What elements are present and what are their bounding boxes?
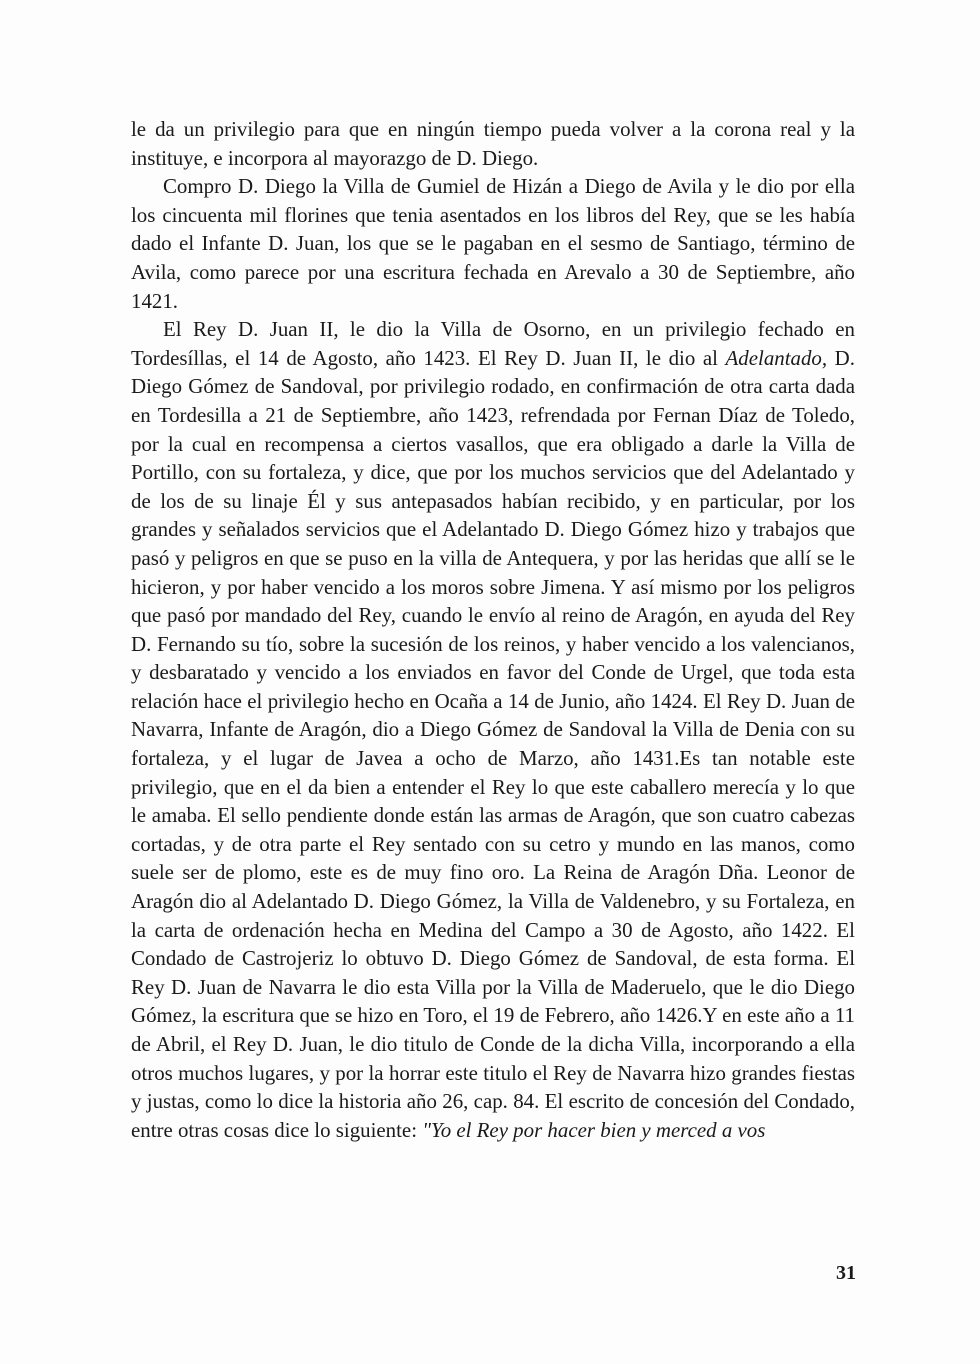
paragraph-3-text-a: El Rey D. Juan II, le dio la Villa de Osorno, en un privilegio fechado en Tordesíllas, el 14 de Agosto, año 1423. El Rey D. Juan II, le dio al (131, 317, 855, 370)
paragraph-2 (131, 172, 855, 315)
page-number: 31 (836, 1262, 856, 1284)
body-text (131, 115, 855, 1144)
paragraph-1 (131, 115, 855, 172)
paragraph-3 (131, 315, 855, 1144)
paragraph-3-text-b: D. Diego Gómez de Sandoval, por privilegio rodado, en confirmación de otra carta dada en Tordesilla a 21 de Septiembre, año 1423, refrendada por Fernan Díaz de Toledo, por la cual en recompensa a ciertos vasallos, que era obligado a darle la Villa de Portillo, con su fortaleza, y dice, que por los muchos servicios que del Adelantado y de los de su linaje Él y sus antepasados habían recibido, y en particular, por los grandes y señalados servicios que el Adelantado D. Diego Gómez hizo y trabajos que pasó y peligros en que se puso en la villa de Antequera, y por las heridas que allí se le hicieron, y por haber vencido a los moros sobre Jimena. Y así mismo por los peligros que pasó por mandado del Rey, cuando le envío al reino de Aragón, en ayuda del Rey D. Fernando su tío, sobre la sucesión de los reinos, y haber vencido a los valencianos, y desbaratado y vencido a los enviados en favor del Conde de Urgel, que toda esta relación hace el privilegio hecho en Ocaña a 14 de Junio, año 1424. El Rey D. Juan de Navarra, Infante de Aragón, dio a Diego Gómez de Sandoval la Villa de Denia con su fortaleza, y el lugar de Javea a ocho de Marzo, año 1431.Es tan notable este privilegio, que en el da bien a entender el Rey lo que este caballero merecía y lo que le amaba. El sello pendiente donde están las armas de Aragón, que son cuatro cabezas cortadas, y de otra parte el Rey sentado con su cetro y mundo en las manos, como suele ser de plomo, este es de muy fino oro. La Reina de Aragón Dña. Leonor de Aragón dio al Adelantado D. Diego Gómez, la Villa de Valdenebro, y su Fortaleza, en la carta de ordenación hecha en Medina del Campo a 30 de Agosto, año 1422. El Condado de Castrojeriz lo obtuvo D. Diego Gómez de Sandoval, de esta forma. El Rey D. Juan de Navarra le dio esta Villa por la Villa de Maderuelo, que le dio Diego Gómez, la escritura que se hizo en Toro, el 19 de Febrero, año 1426.Y en este año a 11 de Abril, el Rey D. Juan, le dio titulo de Conde de la dicha Villa, incorporando a ella otros muchos lugares, y por la horrar este titulo el Rey de Navarra hizo grandes fiestas y justas, como lo dice la historia año 26, cap. 84. El escrito de concesión del Condado, entre otras cosas dice lo siguiente: (131, 345, 855, 1142)
paragraph-3-italic-quote: "Yo el Rey por hacer bien y merced a vos (422, 1117, 766, 1142)
paragraph-1-text: le da un privilegio para que en ningún tiempo pueda volver a la corona real y la instituye, e incorpora al mayorazgo de D. Diego. (131, 117, 855, 170)
paragraph-2-text: Compro D. Diego la Villa de Gumiel de Hizán a Diego de Avila y le dio por ella los cincuenta mil florines que tenia asentados en los libros del Rey, que se les había dado el Infante D. Juan, los que se le pagaban en el sesmo de Santiago, término de Avila, como parece por una escritura fechada en Arevalo a 30 de Septiembre, año 1421. (131, 174, 855, 313)
paragraph-3-italic-title: Adelantado, (725, 345, 828, 370)
